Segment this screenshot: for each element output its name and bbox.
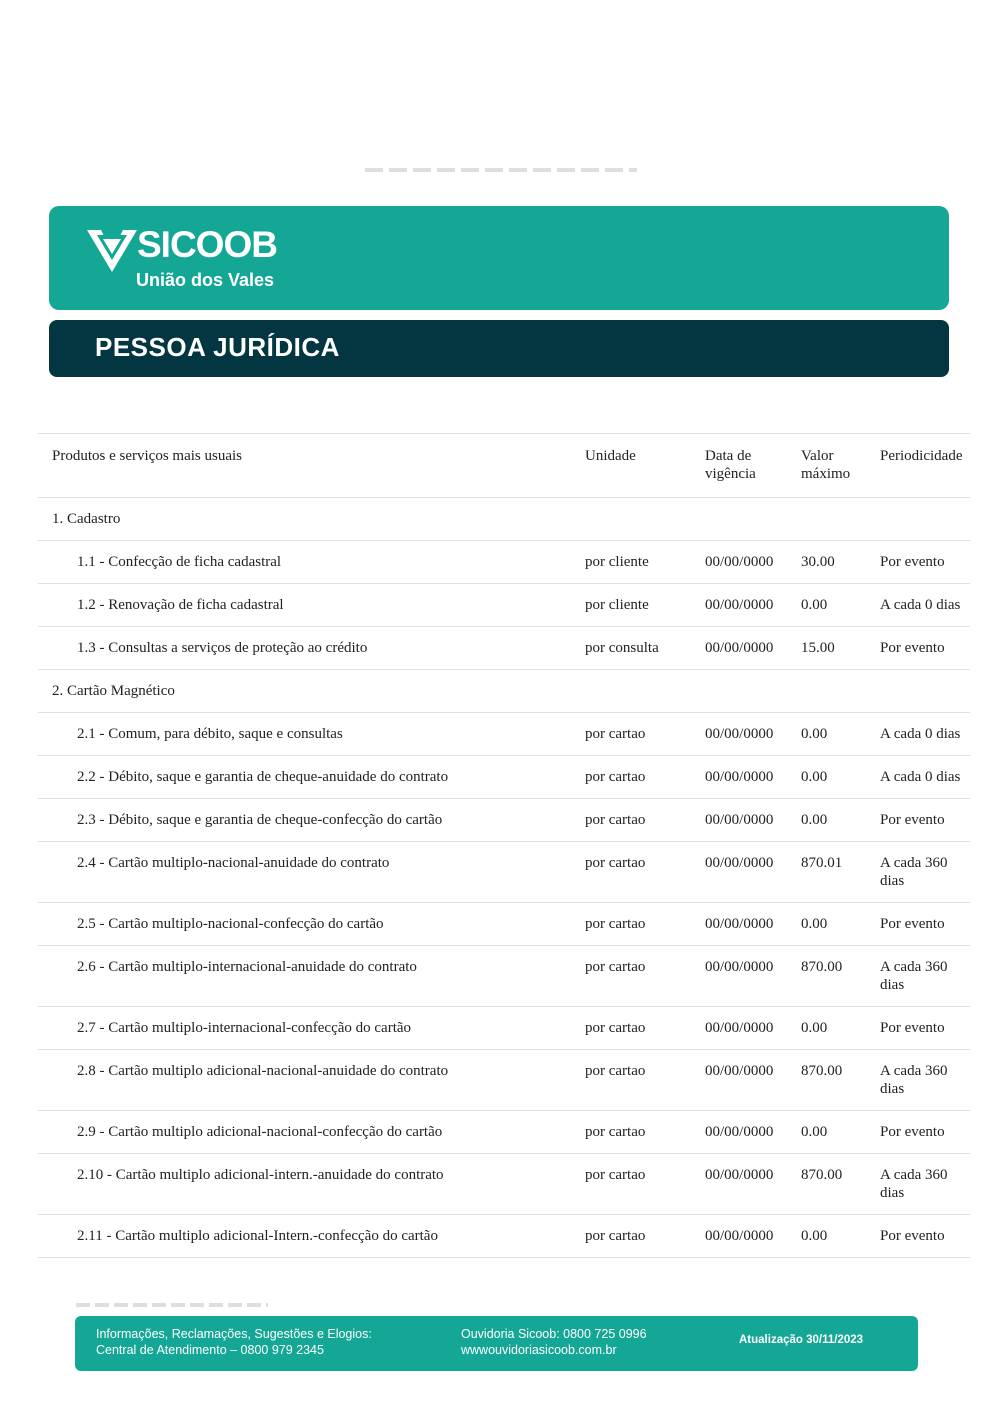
unit-cell: por cliente [571, 541, 691, 584]
unit-cell: por cartao [571, 799, 691, 842]
date-cell: 00/00/0000 [691, 799, 787, 842]
table-row [38, 1050, 970, 1111]
value-cell: 0.00 [787, 903, 866, 946]
unit-cell: por cartao [571, 903, 691, 946]
value-cell: 0.00 [787, 713, 866, 756]
footer-info-line: Informações, Reclamações, Sugestões e Elogios: [96, 1327, 372, 1341]
section-banner [49, 320, 949, 377]
date-cell: 00/00/0000 [691, 627, 787, 670]
faded-header-text [365, 168, 637, 172]
value-cell: 0.00 [787, 1215, 866, 1258]
value-cell: 0.00 [787, 1007, 866, 1050]
table-row [38, 1007, 970, 1050]
footer-ouvidoria [461, 1326, 647, 1358]
period-cell: A cada 0 dias [866, 756, 970, 799]
value-cell: 870.00 [787, 946, 866, 1007]
service-label: 2.5 - Cartão multiplo-nacional-confecção do cartão [38, 903, 571, 946]
ouvidoria-site-link[interactable]: wwwouvidoriasicoob.com.br [461, 1343, 617, 1357]
value-cell: 0.00 [787, 1111, 866, 1154]
fees-table [38, 433, 970, 1258]
table-row [38, 946, 970, 1007]
service-label: 2.1 - Comum, para débito, saque e consultas [38, 713, 571, 756]
service-label: 1.3 - Consultas a serviços de proteção ao crédito [38, 627, 571, 670]
period-cell: A cada 360 dias [866, 946, 970, 1007]
date-cell: 00/00/0000 [691, 946, 787, 1007]
period-cell: A cada 0 dias [866, 584, 970, 627]
value-cell: 0.00 [787, 799, 866, 842]
unit-cell: por cliente [571, 584, 691, 627]
unit-cell: por cartao [571, 756, 691, 799]
column-header: Periodicidade [866, 434, 970, 498]
table-row [38, 842, 970, 903]
service-label: 2.2 - Débito, saque e garantia de cheque-anuidade do contrato [38, 756, 571, 799]
service-label: 2.9 - Cartão multiplo adicional-nacional-confecção do cartão [38, 1111, 571, 1154]
faded-footer-text [76, 1303, 268, 1307]
period-cell: Por evento [866, 627, 970, 670]
update-date: Atualização 30/11/2023 [739, 1334, 864, 1346]
column-header: Produtos e serviços mais usuais [38, 434, 571, 498]
brand-header [49, 206, 949, 310]
date-cell: 00/00/0000 [691, 584, 787, 627]
section-row [38, 498, 970, 541]
brand-subtitle: União dos Vales [136, 270, 275, 290]
value-cell: 870.01 [787, 842, 866, 903]
table-row [38, 756, 970, 799]
date-cell: 00/00/0000 [691, 713, 787, 756]
table-row [38, 1111, 970, 1154]
sicoob-logo-icon [87, 230, 137, 272]
date-cell: 00/00/0000 [691, 1111, 787, 1154]
unit-cell: por cartao [571, 1111, 691, 1154]
table-header-row [38, 434, 970, 498]
period-cell: Por evento [866, 1215, 970, 1258]
period-cell: Por evento [866, 541, 970, 584]
footer-phone-line: Central de Atendimento – 0800 979 2345 [96, 1343, 324, 1357]
value-cell: 15.00 [787, 627, 866, 670]
page-title: PESSOA JURÍDICA [95, 332, 340, 362]
column-header: Data de vigência [691, 434, 787, 498]
table-row [38, 799, 970, 842]
section-row [38, 670, 970, 713]
service-label: 2.10 - Cartão multiplo adicional-intern.-anuidade do contrato [38, 1154, 571, 1215]
period-cell: Por evento [866, 1007, 970, 1050]
period-cell: Por evento [866, 1111, 970, 1154]
unit-cell: por cartao [571, 842, 691, 903]
unit-cell: por cartao [571, 1154, 691, 1215]
table-row [38, 1154, 970, 1215]
service-label: 2.4 - Cartão multiplo-nacional-anuidade do contrato [38, 842, 571, 903]
section-label: 1. Cadastro [38, 498, 970, 541]
ouvidoria-phone: Ouvidoria Sicoob: 0800 725 0996 [461, 1327, 647, 1341]
date-cell: 00/00/0000 [691, 1154, 787, 1215]
period-cell: A cada 360 dias [866, 1154, 970, 1215]
date-cell: 00/00/0000 [691, 1007, 787, 1050]
date-cell: 00/00/0000 [691, 1215, 787, 1258]
period-cell: A cada 360 dias [866, 1050, 970, 1111]
column-header: Unidade [571, 434, 691, 498]
footer-bar [75, 1316, 918, 1371]
table-row [38, 584, 970, 627]
service-label: 1.1 - Confecção de ficha cadastral [38, 541, 571, 584]
footer-contact [96, 1326, 372, 1358]
service-label: 2.11 - Cartão multiplo adicional-Intern.-confecção do cartão [38, 1215, 571, 1258]
unit-cell: por cartao [571, 713, 691, 756]
unit-cell: por consulta [571, 627, 691, 670]
value-cell: 870.00 [787, 1050, 866, 1111]
period-cell: Por evento [866, 799, 970, 842]
period-cell: A cada 360 dias [866, 842, 970, 903]
brand-name: SICOOB [137, 224, 277, 265]
unit-cell: por cartao [571, 1007, 691, 1050]
period-cell: Por evento [866, 903, 970, 946]
value-cell: 0.00 [787, 584, 866, 627]
table-row [38, 541, 970, 584]
value-cell: 0.00 [787, 756, 866, 799]
service-label: 1.2 - Renovação de ficha cadastral [38, 584, 571, 627]
date-cell: 00/00/0000 [691, 756, 787, 799]
date-cell: 00/00/0000 [691, 1050, 787, 1111]
date-cell: 00/00/0000 [691, 541, 787, 584]
unit-cell: por cartao [571, 1215, 691, 1258]
column-header: Valor máximo [787, 434, 866, 498]
service-label: 2.8 - Cartão multiplo adicional-nacional-anuidade do contrato [38, 1050, 571, 1111]
value-cell: 870.00 [787, 1154, 866, 1215]
value-cell: 30.00 [787, 541, 866, 584]
date-cell: 00/00/0000 [691, 903, 787, 946]
section-label: 2. Cartão Magnético [38, 670, 970, 713]
service-label: 2.7 - Cartão multiplo-internacional-confecção do cartão [38, 1007, 571, 1050]
table-row [38, 713, 970, 756]
table-row [38, 903, 970, 946]
unit-cell: por cartao [571, 946, 691, 1007]
period-cell: A cada 0 dias [866, 713, 970, 756]
unit-cell: por cartao [571, 1050, 691, 1111]
table-row [38, 627, 970, 670]
service-label: 2.6 - Cartão multiplo-internacional-anuidade do contrato [38, 946, 571, 1007]
table-row [38, 1215, 970, 1258]
service-label: 2.3 - Débito, saque e garantia de cheque-confecção do cartão [38, 799, 571, 842]
date-cell: 00/00/0000 [691, 842, 787, 903]
